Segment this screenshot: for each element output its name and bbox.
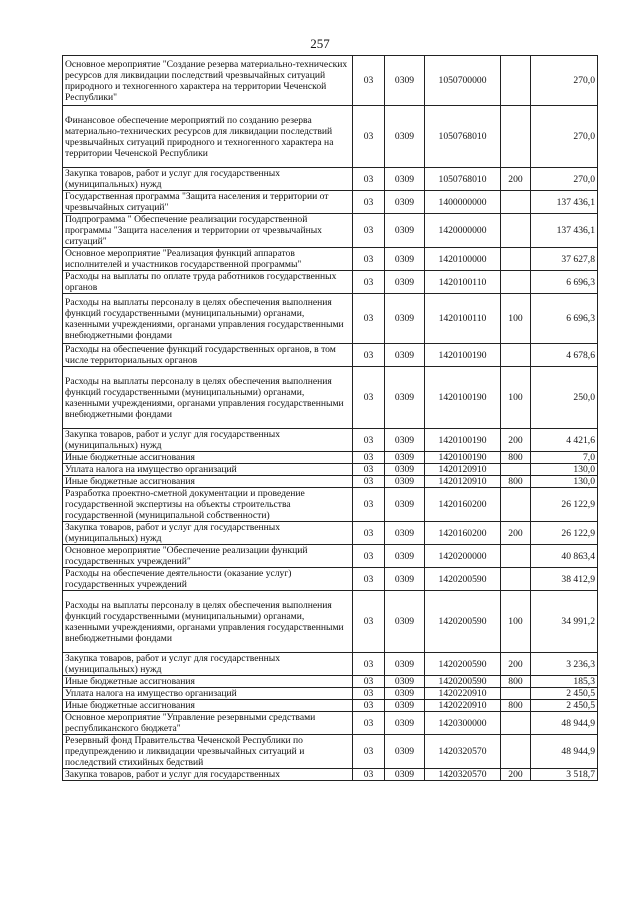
expense-name-cell: Государственная программа "Защита населения и территории от чрезвычайных ситуаций" — [63, 191, 353, 214]
section-code-cell: 03 — [353, 191, 385, 214]
subsection-code-cell: 0309 — [385, 769, 425, 781]
expense-type-cell: 100 — [501, 294, 531, 344]
target-article-cell: 1420160200 — [425, 488, 501, 522]
subsection-code-cell: 0309 — [385, 676, 425, 688]
amount-cell: 26 122,9 — [531, 522, 598, 545]
subsection-code-cell: 0309 — [385, 545, 425, 568]
expense-name-cell: Иные бюджетные ассигнования — [63, 700, 353, 712]
table-row — [63, 688, 598, 700]
expense-name-cell: Основное мероприятие "Обеспечение реализации функций государственных учреждений" — [63, 545, 353, 568]
section-code-cell: 03 — [353, 591, 385, 653]
subsection-code-cell: 0309 — [385, 653, 425, 676]
table-row — [63, 56, 598, 106]
table-row — [63, 653, 598, 676]
expense-type-cell: 200 — [501, 429, 531, 452]
subsection-code-cell: 0309 — [385, 367, 425, 429]
section-code-cell: 03 — [353, 452, 385, 464]
amount-cell: 6 696,3 — [531, 271, 598, 294]
target-article-cell: 1420100190 — [425, 429, 501, 452]
subsection-code-cell: 0309 — [385, 294, 425, 344]
expense-name-cell: Основное мероприятие "Реализация функций аппаратов исполнителей и участников государственной программы" — [63, 248, 353, 271]
amount-cell: 48 944,9 — [531, 735, 598, 769]
expense-type-cell — [501, 464, 531, 476]
expense-type-cell: 100 — [501, 591, 531, 653]
subsection-code-cell: 0309 — [385, 488, 425, 522]
expense-type-cell — [501, 545, 531, 568]
target-article-cell: 1420120910 — [425, 476, 501, 488]
expense-type-cell: 800 — [501, 676, 531, 688]
amount-cell: 38 412,9 — [531, 568, 598, 591]
expense-name-cell: Иные бюджетные ассигнования — [63, 452, 353, 464]
table-row — [63, 591, 598, 653]
expense-type-cell — [501, 488, 531, 522]
amount-cell: 270,0 — [531, 106, 598, 168]
budget-table — [62, 55, 598, 781]
expense-name-cell: Основное мероприятие "Управление резервными средствами республиканского бюджета" — [63, 712, 353, 735]
section-code-cell: 03 — [353, 688, 385, 700]
expense-type-cell — [501, 248, 531, 271]
target-article-cell: 1420200590 — [425, 568, 501, 591]
amount-cell: 185,3 — [531, 676, 598, 688]
target-article-cell: 1420000000 — [425, 214, 501, 248]
amount-cell: 250,0 — [531, 367, 598, 429]
amount-cell: 48 944,9 — [531, 712, 598, 735]
amount-cell: 130,0 — [531, 464, 598, 476]
subsection-code-cell: 0309 — [385, 56, 425, 106]
subsection-code-cell: 0309 — [385, 712, 425, 735]
table-row — [63, 700, 598, 712]
expense-name-cell: Расходы на выплаты персоналу в целях обеспечения выполнения функций государственными (муниципальными) органами, казенными учреждениями, органами управления государственными внебюджетными фондами — [63, 294, 353, 344]
table-row — [63, 464, 598, 476]
target-article-cell: 1420100190 — [425, 367, 501, 429]
section-code-cell: 03 — [353, 214, 385, 248]
expense-type-cell — [501, 568, 531, 591]
amount-cell: 34 991,2 — [531, 591, 598, 653]
expense-name-cell: Закупка товаров, работ и услуг для государственных — [63, 769, 353, 781]
expense-type-cell — [501, 56, 531, 106]
expense-name-cell: Разработка проектно-сметной документации и проведение государственной экспертизы на объекты строительства государственной (муниципальной собственности) — [63, 488, 353, 522]
expense-name-cell: Расходы на обеспечение функций государственных органов, в том числе территориальных органов — [63, 344, 353, 367]
section-code-cell: 03 — [353, 712, 385, 735]
subsection-code-cell: 0309 — [385, 271, 425, 294]
amount-cell: 270,0 — [531, 56, 598, 106]
table-row — [63, 168, 598, 191]
expense-type-cell — [501, 271, 531, 294]
expense-type-cell: 200 — [501, 168, 531, 191]
target-article-cell: 1420200000 — [425, 545, 501, 568]
table-row — [63, 294, 598, 344]
table-row — [63, 191, 598, 214]
section-code-cell: 03 — [353, 653, 385, 676]
subsection-code-cell: 0309 — [385, 568, 425, 591]
target-article-cell: 1050700000 — [425, 56, 501, 106]
amount-cell: 4 678,6 — [531, 344, 598, 367]
subsection-code-cell: 0309 — [385, 429, 425, 452]
target-article-cell: 1050768010 — [425, 168, 501, 191]
target-article-cell: 1420100000 — [425, 248, 501, 271]
subsection-code-cell: 0309 — [385, 168, 425, 191]
table-row — [63, 545, 598, 568]
target-article-cell: 1420200590 — [425, 676, 501, 688]
expense-type-cell — [501, 106, 531, 168]
expense-type-cell: 800 — [501, 700, 531, 712]
target-article-cell: 1420220910 — [425, 688, 501, 700]
table-row — [63, 248, 598, 271]
target-article-cell: 1420220910 — [425, 700, 501, 712]
target-article-cell: 1420320570 — [425, 769, 501, 781]
amount-cell: 37 627,8 — [531, 248, 598, 271]
table-row — [63, 522, 598, 545]
target-article-cell: 1420300000 — [425, 712, 501, 735]
target-article-cell: 1420200590 — [425, 653, 501, 676]
expense-name-cell: Уплата налога на имущество организаций — [63, 464, 353, 476]
subsection-code-cell: 0309 — [385, 476, 425, 488]
expense-type-cell: 800 — [501, 476, 531, 488]
subsection-code-cell: 0309 — [385, 522, 425, 545]
expense-type-cell: 100 — [501, 367, 531, 429]
table-row — [63, 476, 598, 488]
table-row — [63, 367, 598, 429]
expense-name-cell: Расходы на выплаты персоналу в целях обеспечения выполнения функций государственными (муниципальными) органами, казенными учреждениями, органами управления государственными внебюджетными фондами — [63, 591, 353, 653]
expense-type-cell — [501, 191, 531, 214]
target-article-cell: 1420120910 — [425, 464, 501, 476]
section-code-cell: 03 — [353, 545, 385, 568]
expense-type-cell: 200 — [501, 522, 531, 545]
table-row — [63, 568, 598, 591]
subsection-code-cell: 0309 — [385, 735, 425, 769]
amount-cell: 3 236,3 — [531, 653, 598, 676]
expense-name-cell: Иные бюджетные ассигнования — [63, 676, 353, 688]
target-article-cell: 1420320570 — [425, 735, 501, 769]
budget-table-body — [63, 56, 598, 781]
amount-cell: 7,0 — [531, 452, 598, 464]
expense-name-cell: Подпрограмма " Обеспечение реализации государственной программы "Защита населения и территории от чрезвычайных ситуаций" — [63, 214, 353, 248]
target-article-cell: 1400000000 — [425, 191, 501, 214]
expense-name-cell: Финансовое обеспечение мероприятий по созданию резерва материально-технических ресурсов для ликвидации последствий чрезвычайных ситуаций природного и техногенного характера на территории Чеченской Республики — [63, 106, 353, 168]
section-code-cell: 03 — [353, 735, 385, 769]
amount-cell: 6 696,3 — [531, 294, 598, 344]
section-code-cell: 03 — [353, 464, 385, 476]
target-article-cell: 1420160200 — [425, 522, 501, 545]
table-row — [63, 106, 598, 168]
section-code-cell: 03 — [353, 294, 385, 344]
expense-name-cell: Закупка товаров, работ и услуг для государственных (муниципальных) нужд — [63, 429, 353, 452]
expense-name-cell: Закупка товаров, работ и услуг для государственных (муниципальных) нужд — [63, 168, 353, 191]
expense-type-cell — [501, 688, 531, 700]
section-code-cell: 03 — [353, 769, 385, 781]
table-row — [63, 214, 598, 248]
subsection-code-cell: 0309 — [385, 700, 425, 712]
table-row — [63, 452, 598, 464]
table-row — [63, 712, 598, 735]
amount-cell: 2 450,5 — [531, 688, 598, 700]
table-row — [63, 429, 598, 452]
subsection-code-cell: 0309 — [385, 688, 425, 700]
section-code-cell: 03 — [353, 56, 385, 106]
expense-type-cell — [501, 712, 531, 735]
section-code-cell: 03 — [353, 168, 385, 191]
subsection-code-cell: 0309 — [385, 344, 425, 367]
section-code-cell: 03 — [353, 106, 385, 168]
subsection-code-cell: 0309 — [385, 464, 425, 476]
expense-type-cell: 200 — [501, 653, 531, 676]
table-row — [63, 344, 598, 367]
expense-name-cell: Расходы на обеспечение деятельности (оказание услуг) государственных учреждений — [63, 568, 353, 591]
target-article-cell: 1420100110 — [425, 271, 501, 294]
amount-cell: 3 518,7 — [531, 769, 598, 781]
subsection-code-cell: 0309 — [385, 106, 425, 168]
subsection-code-cell: 0309 — [385, 214, 425, 248]
amount-cell: 4 421,6 — [531, 429, 598, 452]
amount-cell: 2 450,5 — [531, 700, 598, 712]
expense-name-cell: Расходы на выплаты персоналу в целях обеспечения выполнения функций государственными (муниципальными) органами, казенными учреждениями, органами управления государственными внебюджетными фондами — [63, 367, 353, 429]
expense-name-cell: Расходы на выплаты по оплате труда работников государственных органов — [63, 271, 353, 294]
subsection-code-cell: 0309 — [385, 591, 425, 653]
table-row — [63, 735, 598, 769]
section-code-cell: 03 — [353, 429, 385, 452]
amount-cell: 270,0 — [531, 168, 598, 191]
subsection-code-cell: 0309 — [385, 191, 425, 214]
section-code-cell: 03 — [353, 676, 385, 688]
expense-type-cell — [501, 735, 531, 769]
expense-name-cell: Иные бюджетные ассигнования — [63, 476, 353, 488]
expense-type-cell: 800 — [501, 452, 531, 464]
expense-name-cell: Уплата налога на имущество организаций — [63, 688, 353, 700]
expense-name-cell: Закупка товаров, работ и услуг для государственных (муниципальных) нужд — [63, 522, 353, 545]
section-code-cell: 03 — [353, 367, 385, 429]
table-row — [63, 769, 598, 781]
target-article-cell: 1420100190 — [425, 344, 501, 367]
section-code-cell: 03 — [353, 568, 385, 591]
section-code-cell: 03 — [353, 700, 385, 712]
expense-name-cell: Резервный фонд Правительства Чеченской Республики по предупреждению и ликвидации чрезвычайных ситуаций и последствий стихийных бедствий — [63, 735, 353, 769]
target-article-cell: 1050768010 — [425, 106, 501, 168]
subsection-code-cell: 0309 — [385, 452, 425, 464]
section-code-cell: 03 — [353, 488, 385, 522]
amount-cell: 26 122,9 — [531, 488, 598, 522]
amount-cell: 130,0 — [531, 476, 598, 488]
section-code-cell: 03 — [353, 522, 385, 545]
expense-type-cell — [501, 214, 531, 248]
target-article-cell: 1420100190 — [425, 452, 501, 464]
table-row — [63, 676, 598, 688]
section-code-cell: 03 — [353, 248, 385, 271]
expense-name-cell: Основное мероприятие "Создание резерва материально-технических ресурсов для ликвидации последствий чрезвычайных ситуаций природного и техногенного характера на территории Чеченской Республики" — [63, 56, 353, 106]
table-row — [63, 271, 598, 294]
amount-cell: 137 436,1 — [531, 191, 598, 214]
section-code-cell: 03 — [353, 344, 385, 367]
page-number: 257 — [310, 36, 330, 51]
section-code-cell: 03 — [353, 476, 385, 488]
subsection-code-cell: 0309 — [385, 248, 425, 271]
table-row — [63, 488, 598, 522]
target-article-cell: 1420100110 — [425, 294, 501, 344]
expense-type-cell — [501, 344, 531, 367]
target-article-cell: 1420200590 — [425, 591, 501, 653]
expense-type-cell: 200 — [501, 769, 531, 781]
expense-name-cell: Закупка товаров, работ и услуг для государственных (муниципальных) нужд — [63, 653, 353, 676]
amount-cell: 137 436,1 — [531, 214, 598, 248]
section-code-cell: 03 — [353, 271, 385, 294]
amount-cell: 40 863,4 — [531, 545, 598, 568]
